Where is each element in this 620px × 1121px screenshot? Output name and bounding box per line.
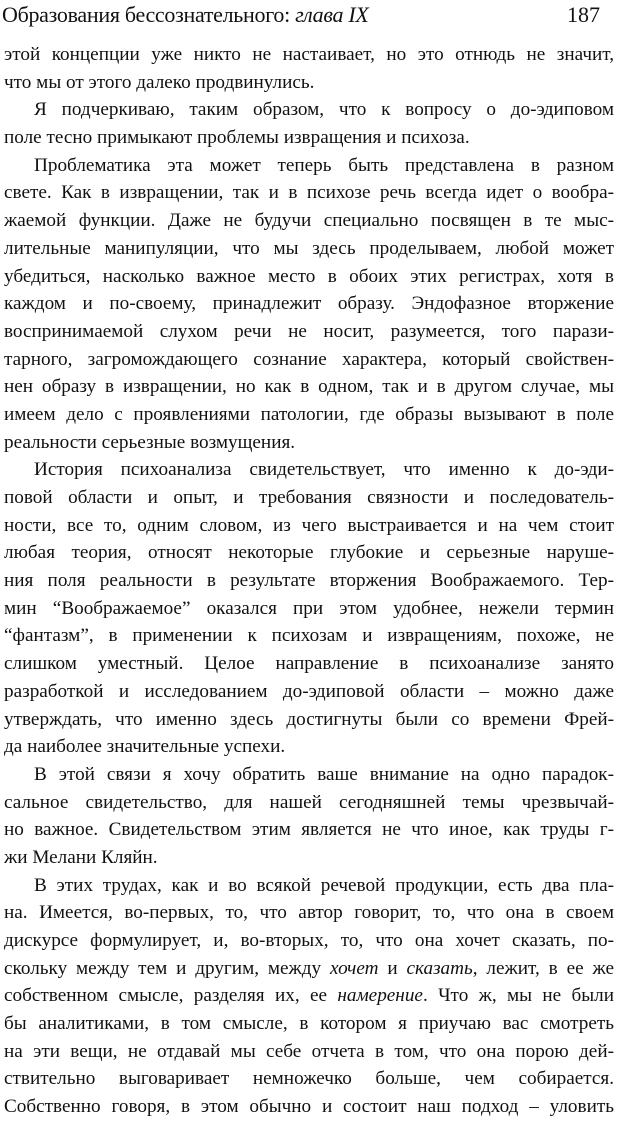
text-line: “фантазм”, в применении к психозам и извращениям, похоже, не (4, 625, 614, 647)
text-fragment: . Что ж, мы не были (422, 985, 614, 1007)
text-line: разработкой и исследованием до-эдиповой области – можно даже (4, 680, 614, 702)
text-line: что мы от этого далеко продвинулись. (4, 71, 315, 93)
text-line: утверждать, что именно здесь достигнуты были со времени Фрей- (4, 708, 614, 730)
running-title-plain: Образования бессознательного: (2, 2, 296, 27)
text-line: воспринимаемой слухом речи не носит, разумеется, того парази- (4, 320, 614, 342)
text-line: каждом и по-своему, принадлежит образу. Эндофазное вторжение (4, 293, 614, 315)
text-fragment: скольку между тем и другим, между (4, 957, 331, 979)
text-line: дискурсе формулирует, и, во-вторых, то, что она хочет сказать, по- (4, 930, 614, 951)
text-fragment: собственном смысле, разделяя их, ее (4, 985, 338, 1007)
text-line: Я подчеркиваю, таким образом, что к вопросу о до-эдиповом (34, 99, 614, 121)
text-line: мин “Воображаемое” оказался при этом удобнее, нежели термин (4, 597, 614, 619)
text-line: повой области и опыт, и требования связности и последователь- (4, 487, 614, 508)
text-line: нен образу в извращении, но как в одном, так и в другом случае, мы (4, 376, 614, 398)
running-header (0, 0, 600, 36)
text-line: В этих трудах, как и во всякой речевой продукции, есть два пла- (34, 874, 614, 896)
text-line: ствительно выговаривает немножечко больше, чем собирается. (4, 1068, 614, 1090)
text-line: поле тесно примыкают проблемы извращения и психоза. (4, 127, 470, 149)
text-line: История психоанализа свидетельствует, что именно к до-эди- (34, 459, 614, 481)
italic-term: сказать (406, 957, 473, 979)
text-line: свете. Как в извращении, так и в психозе речь всегда идет о вообра- (4, 182, 614, 204)
text-line: жи Мелани Кляйн. (4, 846, 158, 868)
text-line: сальное свидетельство, для нашей сегодняшней темы чрезвычай- (4, 791, 614, 813)
body-text (4, 41, 614, 1121)
text-fragment: , лежит, в ее же (472, 957, 614, 979)
text-line: убедиться, насколько важное место в обоих этих регистрах, хотя в (4, 265, 614, 287)
page-number: 187 (567, 2, 600, 27)
text-line: бы аналитиками, в том смысле, в котором я приучаю вас смотреть (4, 1013, 614, 1035)
text-line: этой концепции уже никто не настаивает, но это отнюдь не значит, (4, 44, 614, 65)
text-line: но важное. Свидетельством этим является не что иное, как труды г- (4, 819, 614, 841)
text-line: слишком уместный. Целое направление в психоанализе занято (4, 653, 614, 675)
text-line: лительные манипуляции, что мы здесь проделываем, любой может (4, 237, 614, 259)
italic-term: намерение (337, 985, 423, 1007)
text-line: да наиболее значительные успехи. (4, 736, 286, 758)
text-line: ния поля реальности в результате вторжения Воображаемого. Тер- (4, 570, 614, 592)
text-line: реальности серьезные возмущения. (4, 431, 296, 453)
text-line: тарного, загромождающего сознание характера, который свойствен- (4, 348, 614, 370)
italic-term: хочет (330, 957, 379, 979)
text-line: любая теория, относят некоторые глубокие и серьезные наруше- (4, 542, 614, 564)
text-line: на. Имеется, во-первых, то, что автор говорит, то, что она в своем (4, 902, 614, 924)
text-line: имеем дело с проявлениями патологии, где образы вызывают в поле (4, 403, 614, 425)
running-title (2, 2, 369, 28)
text-line: жаемой функции. Даже не будучи специально посвящен в те мыс- (4, 210, 614, 232)
text-line (4, 982, 614, 1010)
text-line: Собственно говоря, в этом обычно и состоит наш подход – уловить (4, 1096, 614, 1118)
running-title-chapter: глава IX (295, 2, 369, 27)
text-line: В этой связи я хочу обратить ваше внимание на одно парадок- (34, 763, 614, 785)
text-line: на эти вещи, не отдавай мы себе отчета в том, что она порою дей- (4, 1040, 614, 1062)
text-line: Проблематика эта может теперь быть представлена в разном (34, 154, 614, 176)
text-line (4, 955, 614, 983)
text-line: ности, все то, одним словом, из чего выстраивается и на чем стоит (4, 514, 614, 536)
text-fragment: и (378, 957, 407, 979)
